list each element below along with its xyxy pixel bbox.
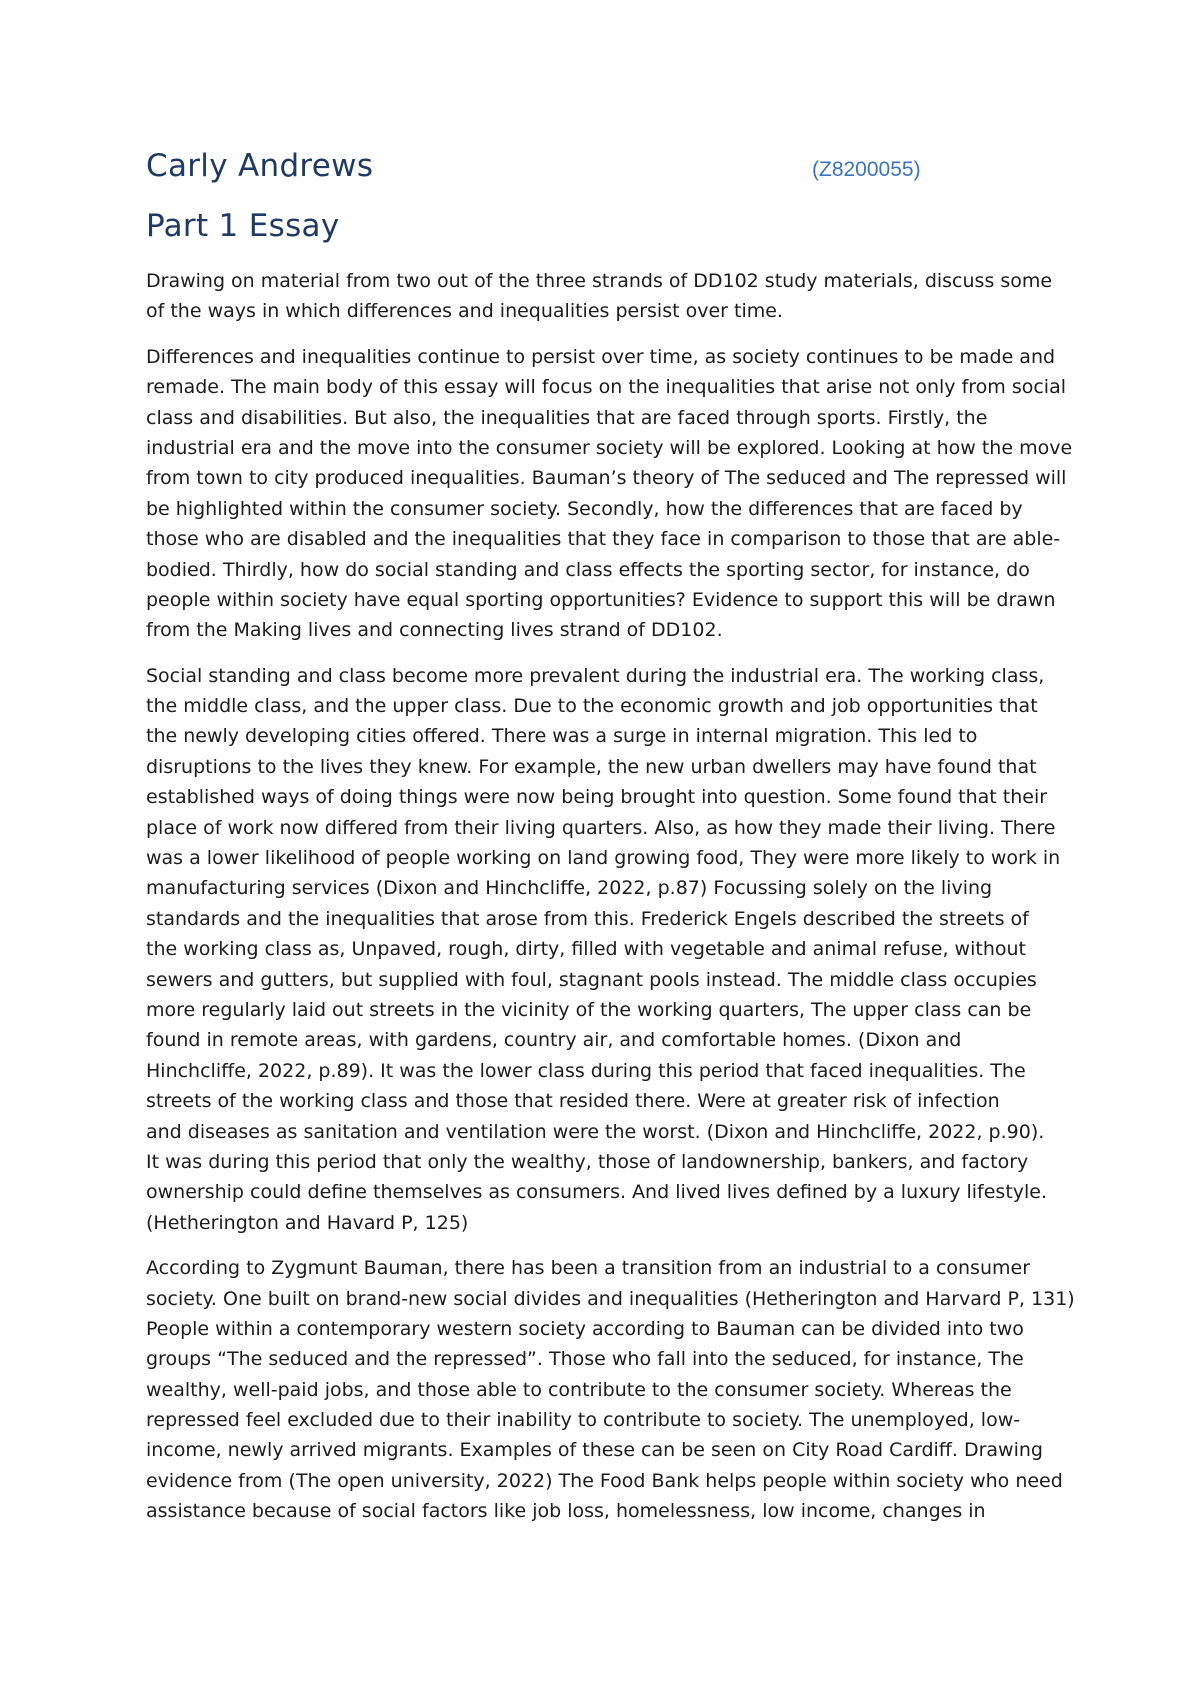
text-line: those who are disabled and the inequalities that they face in comparison to those that are able- — [146, 528, 1061, 551]
essay-prompt-paragraph — [146, 266, 1066, 327]
text-line: wealthy, well-paid jobs, and those able to contribute to the consumer society. Whereas the — [146, 1378, 1012, 1401]
text-line: established ways of doing things were now being brought into question. Some found that their — [146, 786, 1048, 809]
text-line: and diseases as sanitation and ventilation were the worst. (Dixon and Hinchcliffe, 2022, p.90). — [146, 1120, 1045, 1143]
text-line: It was during this period that only the wealthy, those of landownership, bankers, and factory — [146, 1150, 1029, 1173]
text-line: People within a contemporary western society according to Bauman can be divided into two — [146, 1317, 1024, 1340]
text-line: the middle class, and the upper class. Due to the economic growth and job opportunities that — [146, 695, 1038, 718]
consumer-society-paragraph — [146, 1253, 1075, 1527]
text-line: Drawing on material from two out of the three strands of DD102 study materials, discuss some — [146, 270, 1053, 292]
text-line: remade. The main body of this essay will focus on the inequalities that arise not only from social — [146, 376, 1067, 399]
essay-body — [146, 266, 1075, 1527]
student-id: (Z8200055) — [812, 158, 921, 181]
text-line: of the ways in which differences and inequalities persist over time. — [146, 300, 783, 323]
text-line: groups “The seduced and the repressed”. Those who fall into the seduced, for instance, The — [146, 1348, 1024, 1371]
text-line: standards and the inequalities that arose from this. Frederick Engels described the streets of — [146, 907, 1029, 930]
text-line: income, newly arrived migrants. Examples of these can be seen on City Road Cardiff. Drawing — [146, 1439, 1043, 1462]
text-line: manufacturing services (Dixon and Hinchcliffe, 2022, p.87) Focussing solely on the living — [146, 877, 993, 900]
text-line: Social standing and class become more prevalent during the industrial era. The working class, — [146, 664, 1045, 687]
text-line: from town to city produced inequalities. Bauman’s theory of The seduced and The repressed will — [146, 467, 1067, 490]
text-line: was a lower likelihood of people working on land growing food, They were more likely to work in — [146, 847, 1061, 870]
text-line: from the Making lives and connecting lives strand of DD102. — [146, 619, 723, 642]
essay-page — [146, 148, 1075, 1542]
text-line: be highlighted within the consumer society. Secondly, how the differences that are faced by — [146, 497, 1023, 520]
text-line: people within society have equal sporting opportunities? Evidence to support this will be drawn — [146, 588, 1056, 611]
text-line: (Hetherington and Havard P, 125) — [146, 1211, 469, 1234]
essay-title: Part 1 Essay — [146, 208, 340, 244]
industrial-era-paragraph — [146, 661, 1066, 1238]
text-line: class and disabilities. But also, the inequalities that are faced through sports. Firstly, the — [146, 406, 988, 429]
text-line: According to Zygmunt Bauman, there has been a transition from an industrial to a consumer — [146, 1257, 1031, 1280]
text-line: Hinchcliffe, 2022, p.89). It was the lower class during this period that faced inequalities. The — [146, 1059, 1026, 1082]
text-line: bodied. Thirdly, how do social standing and class effects the sporting sector, for instance, do — [146, 558, 1030, 581]
text-line: society. One built on brand-new social divides and inequalities (Hetherington and Harvard P, 131) — [146, 1287, 1075, 1310]
text-line: the working class as, Unpaved, rough, dirty, filled with vegetable and animal refuse, without — [146, 938, 1026, 961]
text-line: Differences and inequalities continue to persist over time, as society continues to be made and — [146, 345, 1056, 368]
text-line: assistance because of social factors like job loss, homelessness, low income, changes in — [146, 1500, 986, 1523]
text-line: found in remote areas, with gardens, country air, and comfortable homes. (Dixon and — [146, 1029, 962, 1052]
text-line: evidence from (The open university, 2022) The Food Bank helps people within society who need — [146, 1469, 1063, 1492]
text-line: more regularly laid out streets in the vicinity of the working quarters, The upper class can be — [146, 998, 1032, 1021]
text-line: repressed feel excluded due to their inability to contribute to society. The unemployed, low- — [146, 1409, 1021, 1432]
text-line: place of work now differed from their living quarters. Also, as how they made their living. There — [146, 816, 1056, 839]
header-row — [146, 148, 1066, 192]
author-name: Carly Andrews — [146, 148, 374, 184]
intro-paragraph — [146, 342, 1073, 646]
text-line: industrial era and the move into the consumer society will be explored. Looking at how the move — [146, 436, 1073, 459]
text-line: sewers and gutters, but supplied with foul, stagnant pools instead. The middle class occupies — [146, 968, 1037, 991]
text-line: disruptions to the lives they knew. For example, the new urban dwellers may have found that — [146, 755, 1037, 778]
text-line: streets of the working class and those that resided there. Were at greater risk of infection — [146, 1090, 1000, 1113]
text-line: ownership could define themselves as consumers. And lived lives defined by a luxury lifestyle. — [146, 1181, 1048, 1204]
text-line: the newly developing cities offered. There was a surge in internal migration. This led to — [146, 725, 978, 748]
